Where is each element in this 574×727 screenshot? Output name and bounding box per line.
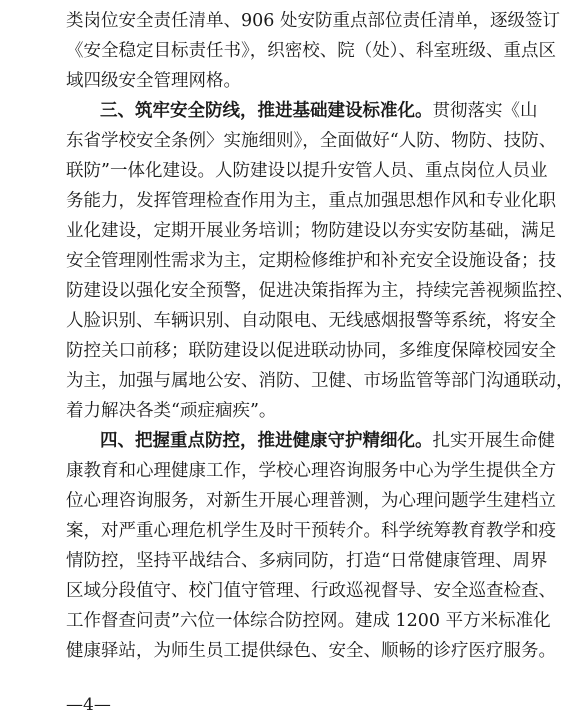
text-line: 着力解决各类“顽症痼疾”。 [66,401,277,421]
document-page [66,6,574,666]
text-line: 防控关口前移；联防建设以促进联动协同，多维度保障校园安全 [66,341,556,361]
text-line: 区域分段值守、校门值守管理、行政巡视督导、安全巡查检查、 [66,581,556,601]
text-fragment: 贯彻落实《山 [432,101,538,121]
section-heading-line [66,426,555,456]
text-line: 联防”一体化建设。人防建设以提升安管人员、重点岗位人员业 [66,161,548,181]
text-line: 位心理咨询服务，对新生开展心理普测，为心理问题学生建档立 [66,491,556,511]
text-line: 域四级安全管理网格。 [66,71,241,91]
text-line: 工作督查问责”六位一体综合防控网。建成 1200 平方米标准化 [66,611,551,631]
text-line: 业化建设，定期开展业务培训；物防建设以夯实安防基础，满足 [66,221,556,241]
text-line: 务能力，发挥管理检查作用为主，重点加强思想作风和专业化职 [66,191,556,211]
section-three-heading: 三、筑牢安全防线，推进基础建设标准化。 [100,101,433,121]
text-line: 健康驿站，为师生员工提供绿色、安全、顺畅的诊疗医疗服务。 [66,641,556,661]
page-number: —4— [66,695,111,715]
text-fragment: 扎实开展生命健 [432,431,555,451]
text-line: 防建设以强化安全预警，促进决策指挥为主，持续完善视频监控、 [66,281,574,301]
section-four-heading: 四、把握重点防控，推进健康守护精细化。 [100,431,433,451]
text-line: 安全管理刚性需求为主，定期检修维护和补充安全设施设备；技 [66,251,556,271]
text-line: 《安全稳定目标责任书》，织密校、院（处）、科室班级、重点区 [66,41,556,61]
text-line: 情防控，坚持平战结合、多病同防，打造“日常健康管理、周界 [66,551,548,571]
text-line: 人脸识别、车辆识别、自动限电、无线感烟报警等系统，将安全 [66,311,556,331]
text-line: 案，对严重心理危机学生及时干预转介。科学统筹教育教学和疫 [66,521,556,541]
text-line: 康教育和心理健康工作，学校心理咨询服务中心为学生提供全方 [66,461,556,481]
text-line: 为主，加强与属地公安、消防、卫健、市场监管等部门沟通联动， [66,371,574,391]
text-line: 东省学校安全条例〉实施细则》，全面做好“人防、物防、技防、 [66,131,557,151]
section-heading-line [66,96,538,126]
text-line: 类岗位安全责任清单、906 处安防重点部位责任清单，逐级签订 [66,11,560,31]
